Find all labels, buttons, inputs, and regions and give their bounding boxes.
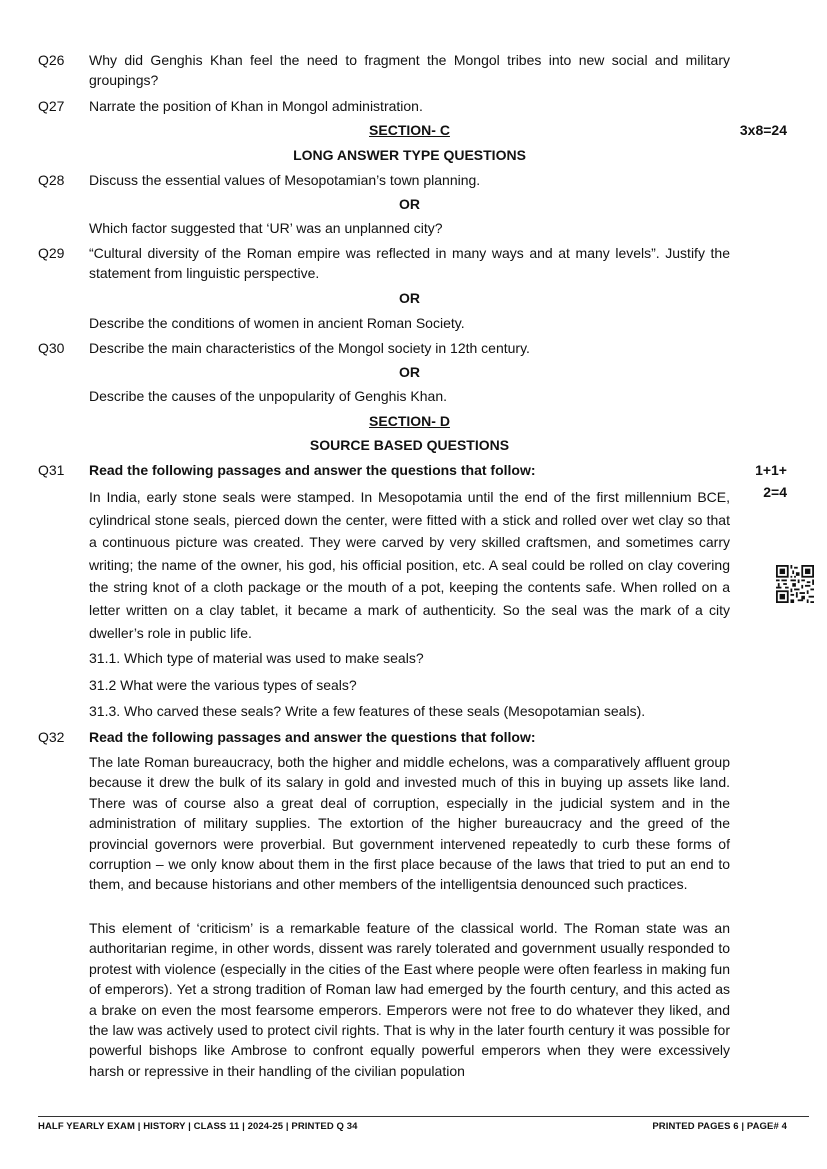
question-text: “Cultural diversity of the Roman empire was reflected in many ways and at many levels”. Justify the statement from linguistic perspective. xyxy=(89,245,730,281)
question-text: Describe the main characteristics of the Mongol society in 12th century. xyxy=(89,340,530,356)
question-text: Why did Genghis Khan feel the need to fragment the Mongol tribes into new social and military groupings? xyxy=(89,52,730,88)
question-number: Q32 xyxy=(38,729,65,745)
footer-divider xyxy=(38,1116,809,1117)
question-marks-line2: 2=4 xyxy=(763,484,787,500)
question-text: Narrate the position of Khan in Mongol administration. xyxy=(89,98,423,114)
sub-question: 31.1. Which type of material was used to make seals? xyxy=(89,650,424,666)
question-instruction: Read the following passages and answer the questions that follow: xyxy=(89,462,536,478)
question-number: Q29 xyxy=(38,245,65,261)
or-divider: OR xyxy=(399,196,420,212)
section-marks: 3x8=24 xyxy=(739,122,787,138)
sub-question: 31.2 What were the various types of seals? xyxy=(89,677,357,693)
source-passage: In India, early stone seals were stamped. In Mesopotamia until the end of the first millennium BCE, cylindrical stone seals, pierced down the center, were fitted with a stick and rolled over wet clay so that a continuous picture was created. They were carved by very skilled craftsmen, and sometimes carry writing; the name of the owner, his god, his official position, etc. A seal could be rolled on clay covering the string knot of a cloth package or the mouth of a pot, keeping the contents safe. When rolled on a letter written on a clay tablet, it became a mark of authenticity. So the seal was the mark of a city dweller’s role in public life. xyxy=(89,489,730,641)
section-subtitle: LONG ANSWER TYPE QUESTIONS xyxy=(293,147,526,163)
sub-question: 31.3. Who carved these seals? Write a few features of these seals (Mesopotamian seals). xyxy=(89,703,646,719)
question-instruction: Read the following passages and answer the questions that follow: xyxy=(89,729,536,745)
section-title: SECTION- D xyxy=(369,413,450,429)
question-number: Q31 xyxy=(38,462,65,478)
footer-right: PRINTED PAGES 6 | PAGE# 4 xyxy=(652,1121,787,1132)
question-number: Q26 xyxy=(38,52,65,68)
source-passage: This element of ‘criticism’ is a remarkable feature of the classical world. The Roman state was an authoritarian regime, in other words, dissent was rarely tolerated and government usually responded to protest with violence (especially in the cities of the East where people were often fearless in making fun of emperors). Yet a strong tradition of Roman law had emerged by the fourth century, and this acted as a brake on even the most fearsome emperors. Emperors were not free to do whatever they liked, and the law was actively used to protect civil rights. That is why in the later fourth century it was possible for powerful bishops like Ambrose to confront equally powerful emperors when they were excessively harsh or repressive in their handling of the civilian population xyxy=(89,920,730,1079)
question-number: Q28 xyxy=(38,172,65,188)
question-text: Discuss the essential values of Mesopotamian’s town planning. xyxy=(89,172,481,188)
question-number: Q27 xyxy=(38,98,65,114)
section-title: SECTION- C xyxy=(369,122,450,138)
footer-left: HALF YEARLY EXAM | HISTORY | CLASS 11 | 2024-25 | PRINTED Q 34 xyxy=(38,1121,358,1132)
question-alternative: Describe the causes of the unpopularity of Genghis Khan. xyxy=(89,388,447,404)
question-marks-line1: 1+1+ xyxy=(755,462,787,478)
qr-code-icon xyxy=(776,565,814,603)
question-alternative: Which factor suggested that ‘UR’ was an unplanned city? xyxy=(89,220,443,236)
or-divider: OR xyxy=(399,290,420,306)
question-number: Q30 xyxy=(38,340,65,356)
or-divider: OR xyxy=(399,364,420,380)
section-subtitle: SOURCE BASED QUESTIONS xyxy=(309,437,510,453)
source-passage: The late Roman bureaucracy, both the higher and middle echelons, was a comparatively affluent group because it drew the bulk of its salary in gold and invested much of this in buying up assets like land. There was of course also a great deal of corruption, especially in the judicial system and in the administration of military supplies. The extortion of the higher bureaucracy and the greed of the provincial governors were proverbial. But government intervened repeatedly to curb these forms of corruption – we only know about them in the first place because of the laws that tried to put an end to them, and because historians and other members of the intelligentsia denounced such practices. xyxy=(89,754,730,893)
question-alternative: Describe the conditions of women in ancient Roman Society. xyxy=(89,315,465,331)
